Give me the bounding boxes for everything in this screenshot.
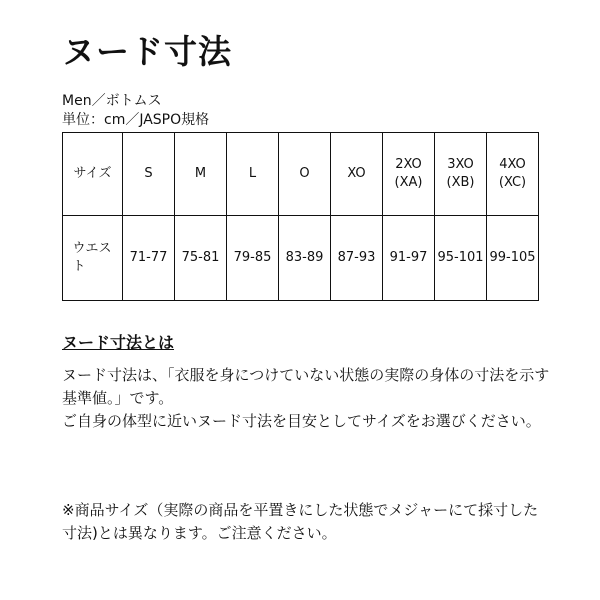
unit-label: 単位：cm／JASPO規格 — [62, 112, 210, 128]
size-note: ※商品サイズ（実際の商品を平置きにした状態でメジャーにて採寸した寸法)とは異なります。ご注意ください。 — [62, 501, 539, 542]
row-header-size: サイズ — [63, 133, 123, 216]
explanation-paragraph: ご自身の体型に近いヌード寸法を目安としてサイズをお選びください。 — [62, 412, 541, 430]
size-header-cell: L — [227, 133, 279, 216]
waist-cell: 87-93 — [331, 216, 383, 301]
waist-cell: 91-97 — [383, 216, 435, 301]
page-title: ヌード寸法 — [62, 32, 232, 71]
explanation-heading: ヌード寸法とは — [62, 333, 175, 352]
size-table — [62, 132, 539, 301]
size-header-cell: M — [175, 133, 227, 216]
explanation-paragraph: ヌード寸法は、「衣服を身につけていない状態の実際の身体の寸法を示す基準値。」です。 — [62, 366, 550, 407]
row-header-waist: ウエスト — [63, 216, 123, 301]
waist-cell: 83-89 — [279, 216, 331, 301]
size-header-cell: XO — [331, 133, 383, 216]
size-header-cell: O — [279, 133, 331, 216]
size-header-row — [63, 133, 539, 216]
size-header-cell: 3XO (XB) — [435, 133, 487, 216]
meta-info — [62, 92, 209, 130]
category-label: Men／ボトムス — [62, 93, 162, 109]
waist-cell: 79-85 — [227, 216, 279, 301]
waist-row — [63, 216, 539, 301]
waist-cell: 75-81 — [175, 216, 227, 301]
size-header-cell: 2XO (XA) — [383, 133, 435, 216]
size-header-cell: S — [123, 133, 175, 216]
explanation-body — [62, 364, 552, 433]
waist-cell: 99-105 — [487, 216, 539, 301]
waist-cell: 95-101 — [435, 216, 487, 301]
explanation-section — [62, 330, 552, 433]
size-header-cell: 4XO (XC) — [487, 133, 539, 216]
waist-cell: 71-77 — [123, 216, 175, 301]
